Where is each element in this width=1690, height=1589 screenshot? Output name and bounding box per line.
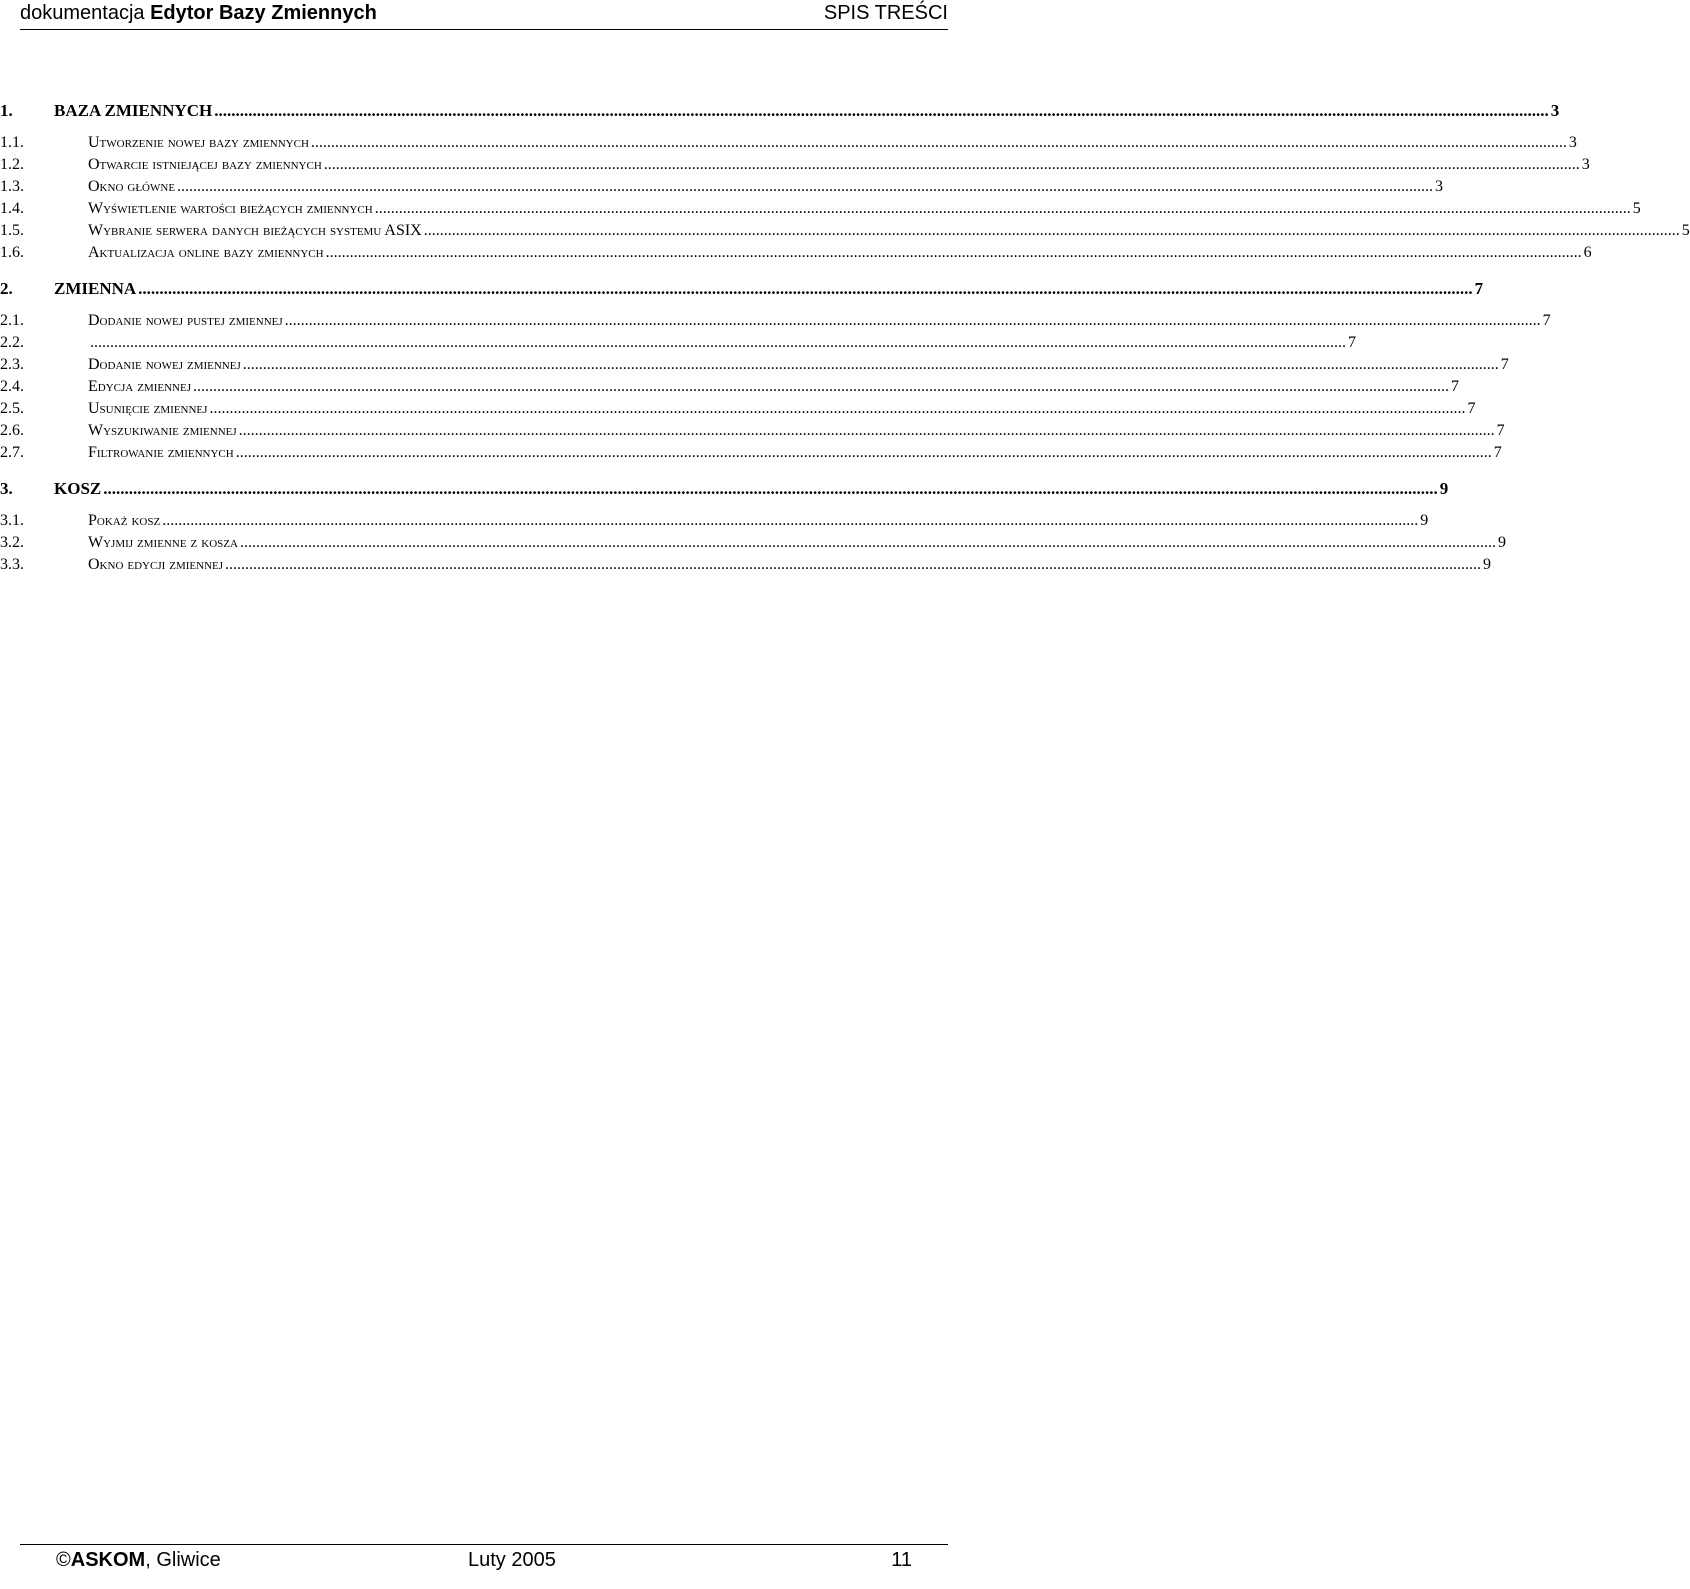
- toc-leader-dots: [162, 512, 1418, 530]
- toc-entry[interactable]: [0, 422, 1505, 444]
- toc-leader-dots: [209, 400, 1465, 418]
- toc-entry-title: BAZA ZMIENNYCH: [54, 101, 213, 120]
- toc-entry[interactable]: [0, 200, 1641, 222]
- toc-leader-dots: [240, 534, 1496, 552]
- toc-entry-number: 2.4.: [0, 378, 24, 395]
- toc-entry-title: Okno edycji zmiennej: [88, 556, 224, 573]
- toc-entry-page: 3: [1581, 156, 1590, 173]
- toc-entry-page: 7: [1474, 279, 1484, 298]
- toc-leader-dots: [177, 178, 1433, 196]
- toc-entry-number: 1.3.: [0, 178, 24, 195]
- toc-leader-dots: [311, 134, 1567, 152]
- toc-entry-title: Okno główne: [88, 178, 176, 195]
- toc-entry-title: Otwarcie istniejącej bazy zmiennych: [88, 156, 322, 173]
- page-footer: [20, 1544, 948, 1584]
- toc-leader-dots: [193, 378, 1449, 396]
- toc-entry[interactable]: [0, 156, 1590, 178]
- toc-leader-dots: [239, 422, 1495, 440]
- toc-entry-page: 6: [1583, 244, 1592, 261]
- toc-entry-number: 1.1.: [0, 134, 24, 151]
- toc-entry-page: 7: [1467, 400, 1476, 417]
- toc-entry[interactable]: [0, 356, 1509, 378]
- toc-entry-number: 1.6.: [0, 244, 24, 261]
- header-doc-title: [20, 2, 377, 25]
- toc-entry-number: 2.: [0, 279, 13, 298]
- toc-entry[interactable]: [0, 444, 1502, 466]
- toc-entry-title: Wyjmij zmienne z kosza: [88, 534, 238, 551]
- toc-leader-dots: [225, 556, 1481, 574]
- toc-entry-number: 3.: [0, 479, 13, 498]
- toc-entry[interactable]: [0, 274, 1484, 304]
- header-doc-name: Edytor Bazy Zmiennych: [150, 2, 377, 24]
- toc-leader-dots: [243, 356, 1499, 374]
- toc-entry[interactable]: [0, 178, 1444, 200]
- footer-page-number: 11: [891, 1549, 912, 1571]
- toc-entry-page: 9: [1420, 512, 1429, 529]
- toc-entry[interactable]: [0, 244, 1592, 266]
- toc-entry[interactable]: [0, 378, 1459, 400]
- toc-entry-title: Aktualizacja online bazy zmiennych: [88, 244, 324, 261]
- toc-entry-title: Wyszukiwanie zmiennej: [88, 422, 237, 439]
- toc-entry-number: 3.3.: [0, 556, 24, 573]
- toc-leader-dots: [138, 279, 1473, 299]
- toc-entry[interactable]: [0, 312, 1551, 334]
- toc-entry-title: ZMIENNA: [54, 279, 137, 298]
- toc-leader-dots: [375, 200, 1631, 218]
- page-header: [20, 0, 948, 30]
- toc-entry[interactable]: [0, 556, 1492, 578]
- header-doc-prefix: dokumentacja: [20, 2, 145, 24]
- toc-entry-number: 3.1.: [0, 512, 24, 529]
- toc-entry-page: 7: [1500, 356, 1509, 373]
- toc-entry-page: 3: [1550, 101, 1560, 120]
- toc-leader-dots: [424, 222, 1680, 240]
- toc-entry[interactable]: [0, 534, 1506, 556]
- toc-entry-number: 1.: [0, 101, 13, 120]
- toc-entry-title: KOSZ: [54, 479, 102, 498]
- header-section-name: SPIS TREŚCI: [823, 2, 948, 24]
- toc-entry-number: 1.2.: [0, 156, 24, 173]
- toc-entry-page: 3: [1568, 134, 1577, 151]
- toc-entry-page: 7: [1493, 444, 1502, 461]
- toc-leader-dots: [214, 101, 1549, 121]
- toc-entry-number: 2.6.: [0, 422, 24, 439]
- footer-date: Luty 2005: [468, 1549, 556, 1571]
- toc-entry-number: 1.5.: [0, 222, 24, 239]
- toc-entry-title: Usunięcie zmiennej: [88, 400, 208, 417]
- toc-entry-page: 7: [1348, 334, 1356, 351]
- toc-entry-number: 1.4.: [0, 200, 24, 217]
- toc-entry-number: 2.2.: [0, 334, 24, 351]
- toc-entry-page: 3: [1435, 178, 1444, 195]
- toc-entry-number: 2.7.: [0, 444, 24, 461]
- footer-company: ASKOM: [70, 1549, 146, 1571]
- toc-leader-dots: [324, 156, 1580, 174]
- toc-entry-title: Wybranie serwera danych bieżących systemu ASIX: [88, 222, 422, 239]
- toc-leader-dots: [285, 312, 1541, 330]
- toc-entry-page: 5: [1632, 200, 1641, 217]
- toc-entry-page: 9: [1497, 534, 1506, 551]
- toc-entry-page: 9: [1483, 556, 1492, 573]
- toc-entry[interactable]: [0, 512, 1429, 534]
- toc-entry-title: Dodanie nowej pustej zmiennej: [88, 312, 283, 329]
- toc-entry-number: 2.5.: [0, 400, 24, 417]
- toc-entry-page: 7: [1451, 378, 1459, 395]
- toc-entry-title: Edycja zmiennej: [88, 378, 191, 395]
- toc-leader-dots: [236, 444, 1492, 462]
- toc-entry-number: 2.3.: [0, 356, 24, 373]
- toc-entry[interactable]: [0, 96, 1560, 126]
- toc-leader-dots: [103, 479, 1438, 499]
- toc-entry-number: 3.2.: [0, 534, 24, 551]
- toc-entry[interactable]: [0, 474, 1449, 504]
- toc-entry-page: 5: [1681, 222, 1690, 239]
- toc-entry[interactable]: [0, 222, 1690, 244]
- toc-entry[interactable]: [0, 134, 1577, 156]
- footer-city: , Gliwice: [145, 1549, 221, 1571]
- toc-entry-title: Utworzenie nowej bazy zmiennych: [88, 134, 309, 151]
- copyright-symbol: ©: [56, 1549, 71, 1571]
- toc-entry[interactable]: [0, 400, 1476, 422]
- table-of-contents: [0, 96, 1690, 578]
- footer-copyright: [56, 1549, 221, 1572]
- toc-entry-title: Filtrowanie zmiennych: [88, 444, 234, 461]
- toc-entry-page: 7: [1496, 422, 1505, 439]
- toc-entry[interactable]: [0, 334, 1356, 356]
- toc-entry-number: 2.1.: [0, 312, 24, 329]
- toc-leader-dots: [326, 244, 1582, 262]
- toc-entry-title: Wyświetlenie wartości bieżących zmiennych: [88, 200, 373, 217]
- toc-entry-title: Pokaż kosz: [88, 512, 161, 529]
- toc-entry-page: 7: [1542, 312, 1551, 329]
- toc-entry-page: 9: [1439, 479, 1449, 498]
- toc-leader-dots: [90, 334, 1346, 352]
- toc-entry-title: Dodanie nowej zmiennej: [88, 356, 241, 373]
